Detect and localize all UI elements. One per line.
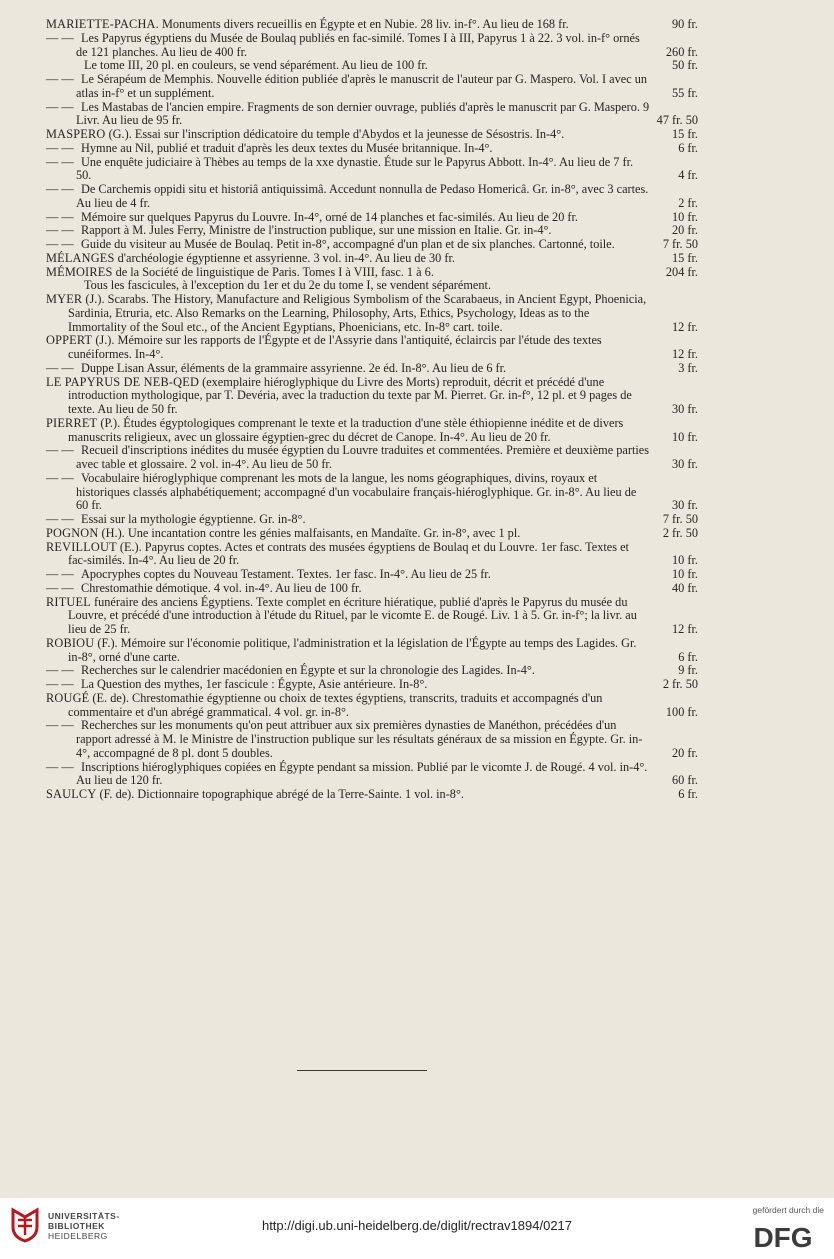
catalog-entry <box>46 582 698 596</box>
library-name-line: BIBLIOTHEK <box>48 1221 105 1231</box>
entry-description: Recherches sur les monuments qu'on peut attribuer aux six premières dynasties de Manéthon, précédées d'un rapport adressé à M. le Ministre de l'instruction publique sur les résultats généraux de sa mission en Égypte. Gr. in-4°, accompagné de 8 pl. dont 5 doubles. <box>76 718 643 760</box>
catalog-entry <box>46 417 698 445</box>
page-url-link[interactable]: http://digi.ub.uni-heidelberg.de/diglit/rectrav1894/0217 <box>261 1218 573 1233</box>
catalog-entry <box>46 637 698 665</box>
entry-price: 100 fr. <box>665 704 698 719</box>
catalog-entry <box>46 32 698 60</box>
entry-author: REVILLOUT <box>46 539 117 554</box>
entry-price: 50 fr. <box>672 58 698 73</box>
ditto-mark: — — <box>46 72 74 86</box>
catalog-entry <box>46 568 698 582</box>
catalog-entry <box>46 224 698 238</box>
entry-price: 6 fr. <box>678 787 698 801</box>
entry-description: La Question des mythes, 1er fascicule : Égypte, Asie antérieure. In-8°. <box>81 677 428 691</box>
ditto-mark: — — <box>46 182 74 196</box>
entry-price: 10 fr. <box>672 567 698 581</box>
entry-description: d'archéologie égyptienne et assyrienne. 3 vol. in-4°. Au lieu de 30 fr. <box>114 250 455 265</box>
ditto-mark: — — <box>46 140 74 155</box>
ditto-mark: — — <box>46 223 74 238</box>
entry-description: Le tome III, 20 pl. en couleurs, se vend séparément. Au lieu de 100 fr. <box>84 58 428 73</box>
entry-description: (F.). Mémoire sur l'économie politique, l'administration et la législation de l'Égypte au temps des Lagides. Gr. in-8°, orné d'une carte. <box>68 635 637 664</box>
entry-author: ROBIOU <box>46 635 95 650</box>
entry-price: 40 fr. <box>672 580 698 595</box>
entry-price: 12 fr. <box>672 347 698 361</box>
library-name-line: UNIVERSITÄTS- <box>48 1211 120 1221</box>
entry-description: Essai sur la mythologie égyptienne. Gr. in-8°. <box>81 512 306 526</box>
entry-price: 15 fr. <box>672 127 698 141</box>
catalog-entry <box>46 692 698 720</box>
entry-price: 12 fr. <box>672 622 698 636</box>
library-name-line: HEIDELBERG <box>48 1231 108 1241</box>
dfg-logo-icon <box>744 1220 822 1252</box>
entry-description: (G.). Essai sur l'inscription dédicatoire du temple d'Abydos et la jeunesse de Sésostris. In-4°. <box>105 127 565 141</box>
entry-description: Le Sérapéum de Memphis. Nouvelle édition publiée d'après le manuscrit de l'auteur par G. Maspero. Vol. I avec un atlas in-f° et un supplément. <box>76 72 648 100</box>
ditto-mark: — — <box>46 209 74 224</box>
catalog-entry <box>46 513 698 527</box>
entry-description: (H.). Une incantation contre les génies malfaisants, en Mandaïte. Gr. in-8°, avec 1 pl. <box>98 525 521 540</box>
catalog-entry <box>46 719 698 760</box>
ditto-mark: — — <box>46 663 74 678</box>
catalog-entry <box>46 73 698 101</box>
ditto-mark: — — <box>46 567 74 581</box>
ditto-mark: — — <box>46 237 74 251</box>
catalog-entry <box>46 541 698 569</box>
entry-description: Duppe Lisan Assur, éléments de la grammaire assyrienne. 2e éd. In-8°. Au lieu de 6 fr. <box>81 360 507 375</box>
catalog-entry <box>46 664 698 678</box>
entry-author: MYER <box>46 292 83 306</box>
ditto-mark: — — <box>46 99 74 114</box>
dfg-logo-text: DFG <box>753 1222 813 1252</box>
catalog-entry <box>46 18 698 32</box>
funded-by-label: gefördert durch die <box>752 1205 824 1215</box>
catalog-entry <box>46 334 698 362</box>
entry-description: (F. de). Dictionnaire topographique abrégé de la Terre-Sainte. 1 vol. in-8°. <box>96 787 464 801</box>
entry-author: OPPERT <box>46 333 93 348</box>
entry-description: Chrestomathie démotique. 4 vol. in-4°. Au lieu de 100 fr. <box>81 580 362 595</box>
catalog-listing <box>46 18 698 802</box>
entry-price: 10 fr. <box>672 429 698 444</box>
entry-description: Vocabulaire hiéroglyphique comprenant les mots de la langue, les noms géographiques, divins, royaux et historiques classés alphabétiquement; accompagné d'un vocabulaire français-hiéroglyphique. Gr. in-8°. Au lieu de 60 fr. <box>76 470 637 513</box>
entry-author: PIERRET <box>46 415 98 430</box>
entry-price: 30 fr. <box>672 457 698 471</box>
entry-author: SAULCY <box>46 787 97 801</box>
entry-price: 55 fr. <box>672 85 698 100</box>
catalog-entry <box>46 59 698 73</box>
entry-description: Inscriptions hiéroglyphiques copiées en Égypte pendant sa mission. Publié par le vicomte J. de Rougé. 4 vol. in-4°. Au lieu de 120 fr. <box>76 759 648 788</box>
entry-price: 2 fr. 50 <box>662 677 698 691</box>
ditto-mark: — — <box>46 759 74 774</box>
catalog-entry <box>46 472 698 513</box>
entry-price: 260 fr. <box>665 44 698 59</box>
entry-description: Recherches sur le calendrier macédonien en Égypte et sur la chronologie des Lagides. In-4°. <box>81 663 535 678</box>
catalog-entry <box>46 362 698 376</box>
entry-description: funéraire des anciens Égyptiens. Texte complet en écriture hiératique, publié d'après le Papyrus du musée du Louvre, et précédé d'une introduction à l'étude du Rituel, par le vicomte E. de Rougé. Liv. 1 à 5. Gr. in-f°; la livr. au lieu de 25 fr. <box>68 594 637 636</box>
entry-author: MARIETTE-PACHA. <box>46 17 159 31</box>
catalog-entry <box>46 211 698 225</box>
entry-price: 10 fr. <box>672 553 698 568</box>
entry-price: 10 fr. <box>672 209 698 224</box>
entry-price: 60 fr. <box>672 773 698 788</box>
entry-price: 47 fr. 50 <box>656 113 698 128</box>
entry-description: Hymne au Nil, publié et traduit d'après les deux textes du Musée britannique. In-4°. <box>81 140 493 155</box>
entry-description: (P.). Études égyptologiques comprenant le texte et la traduction d'une stèle éthiopienne inédite et de divers manuscrits religieux, avec un glossaire égyptien-grec du décret de Canope. In-4°. Au lieu de 20 fr. <box>68 415 624 444</box>
entry-price: 3 fr. <box>678 360 698 375</box>
ditto-mark: — — <box>46 443 74 458</box>
entry-author: LE PAPYRUS DE NEB-QED <box>46 374 200 389</box>
entry-description: Monuments divers recueillis en Égypte et en Nubie. 28 liv. in-f°. Au lieu de 168 fr. <box>158 17 569 31</box>
entry-price: 6 fr. <box>678 649 698 664</box>
entry-price: 204 fr. <box>665 264 698 279</box>
ditto-mark: — — <box>46 718 74 733</box>
entry-price: 7 fr. 50 <box>662 237 698 251</box>
entry-description: (J.). Mémoire sur les rapports de l'Égypte et de l'Assyrie dans l'antiquité, éclaircis par l'étude des textes cunéiformes. In-4°. <box>68 333 602 361</box>
catalog-entry <box>46 279 698 293</box>
catalog-entry <box>46 252 698 266</box>
ditto-mark: — — <box>46 512 74 526</box>
entry-description: De Carchemis oppidi situ et historiâ antiquissimâ. Accedunt nonnulla de Pedaso Homericâ. Gr. in-8°, avec 3 cartes. Au lieu de 4 fr. <box>76 182 649 210</box>
entry-price: 12 fr. <box>672 319 698 334</box>
ditto-mark: — — <box>46 677 74 691</box>
entry-price: 20 fr. <box>672 745 698 760</box>
entry-price: 90 fr. <box>672 17 698 31</box>
end-rule <box>297 1070 427 1071</box>
catalog-entry <box>46 238 698 252</box>
entry-price: 6 fr. <box>678 140 698 155</box>
ditto-mark: — — <box>46 580 74 595</box>
ditto-mark: — — <box>46 360 74 375</box>
entry-author: ROUGÉ <box>46 690 90 705</box>
entry-author: MASPERO <box>46 127 106 141</box>
catalog-entry <box>46 183 698 211</box>
entry-description: (E.). Papyrus coptes. Actes et contrats des musées égyptiens de Boulaq et du Louvre. 1er fasc. Textes et fac-similés. In-4°. Au lieu de 20 fr. <box>68 539 629 568</box>
entry-price: 20 fr. <box>672 223 698 238</box>
entry-description: (exemplaire hiéroglyphique du Livre des Morts) reproduit, décrit et précédé d'une introduction mythologique, par T. Devéria, avec la traduction du texte par M. Pierret. Gr. in-f°, 12 pl. et 9 pages de texte. Au lieu de 50 fr. <box>68 374 632 416</box>
catalog-entry <box>46 596 698 637</box>
entry-description: Rapport à M. Jules Ferry, Ministre de l'instruction publique, sur une mission en Italie. Gr. in-4°. <box>81 223 552 238</box>
catalog-entry <box>46 266 698 280</box>
entry-price: 15 fr. <box>672 250 698 265</box>
catalog-entry <box>46 788 698 802</box>
entry-description: Une enquête judiciaire à Thèbes au temps de la xxe dynastie. Étude sur le Papyrus Abbott. In-4°. Au lieu de 7 fr. 50. <box>76 154 634 183</box>
catalog-entry <box>46 156 698 184</box>
entry-description: (E. de). Chrestomathie égyptienne ou choix de textes égyptiens, transcrits, traduits et accompagnés d'un commentaire et d'un abrégé grammatical. 4 vol. gr. in-8°. <box>68 690 603 719</box>
catalog-entry <box>46 761 698 789</box>
entry-author: MÉMOIRES <box>46 264 113 279</box>
catalog-entry <box>46 376 698 417</box>
catalog-entry <box>46 142 698 156</box>
entry-author: RITUEL <box>46 594 91 609</box>
entry-description: Guide du visiteur au Musée de Boulaq. Petit in-8°, accompagné d'un plan et de six planches. Cartonné, toile. <box>81 237 615 251</box>
entry-author: POGNON <box>46 525 99 540</box>
entry-price: 2 fr. 50 <box>662 525 698 540</box>
entry-price: 2 fr. <box>678 195 698 210</box>
catalog-entry <box>46 101 698 129</box>
entry-description: (J.). Scarabs. The History, Manufacture and Religious Symbolism of the Scarabaeus, in Ancient Egypt, Phoenicia, Sardinia, Etruria, etc. Also Remarks on the Learning, Philosophy, Arts, Ethics, Psychology, Ideas as to the Immortality of the Soul etc., of the Ancient Egyptians, Phoenicians, etc. In-8° cart. toile. <box>68 292 647 334</box>
ditto-mark: — — <box>46 470 74 485</box>
entry-description: Les Mastabas de l'ancien empire. Fragments de son dernier ouvrage, publiés d'après le manuscrit par G. Maspero. 9 Livr. Au lieu de 95 fr. <box>76 99 650 128</box>
entry-price: 30 fr. <box>672 402 698 416</box>
catalog-entry <box>46 678 698 692</box>
entry-author: MÉLANGES <box>46 250 115 265</box>
entry-description: Apocryphes coptes du Nouveau Testament. Textes. 1er fasc. In-4°. Au lieu de 25 fr. <box>81 567 491 581</box>
entry-description: de la Société de linguistique de Paris. Tomes I à VIII, fasc. 1 à 6. <box>112 264 434 279</box>
entry-price: 7 fr. 50 <box>662 512 698 526</box>
viewer-footer <box>0 1198 834 1259</box>
catalog-entry <box>46 527 698 541</box>
entry-description: Recueil d'inscriptions inédites du musée égyptien du Louvre traduites et commentées. Première et deuxième parties avec table et glossaire. 2 vol. in-4°. Au lieu de 50 fr. <box>76 443 650 471</box>
entry-price: 4 fr. <box>678 168 698 183</box>
entry-price: 9 fr. <box>678 663 698 678</box>
ditto-mark: — — <box>46 154 74 169</box>
entry-price: 30 fr. <box>672 498 698 513</box>
entry-description: Tous les fascicules, à l'exception du 1er et du 2e du tome I, se vendent séparément. <box>84 278 492 293</box>
catalog-entry <box>46 128 698 142</box>
entry-description: Mémoire sur quelques Papyrus du Louvre. In-4°, orné de 14 planches et fac-similés. Au lieu de 20 fr. <box>81 209 579 224</box>
catalog-entry <box>46 293 698 334</box>
entry-description: Les Papyrus égyptiens du Musée de Boulaq publiés en fac-similé. Tomes I à III, Papyrus 1 à 22. 3 vol. in-f° ornés de 121 planches. Au lieu de 400 fr. <box>76 30 640 59</box>
catalog-entry <box>46 444 698 472</box>
ditto-mark: — — <box>46 30 74 45</box>
